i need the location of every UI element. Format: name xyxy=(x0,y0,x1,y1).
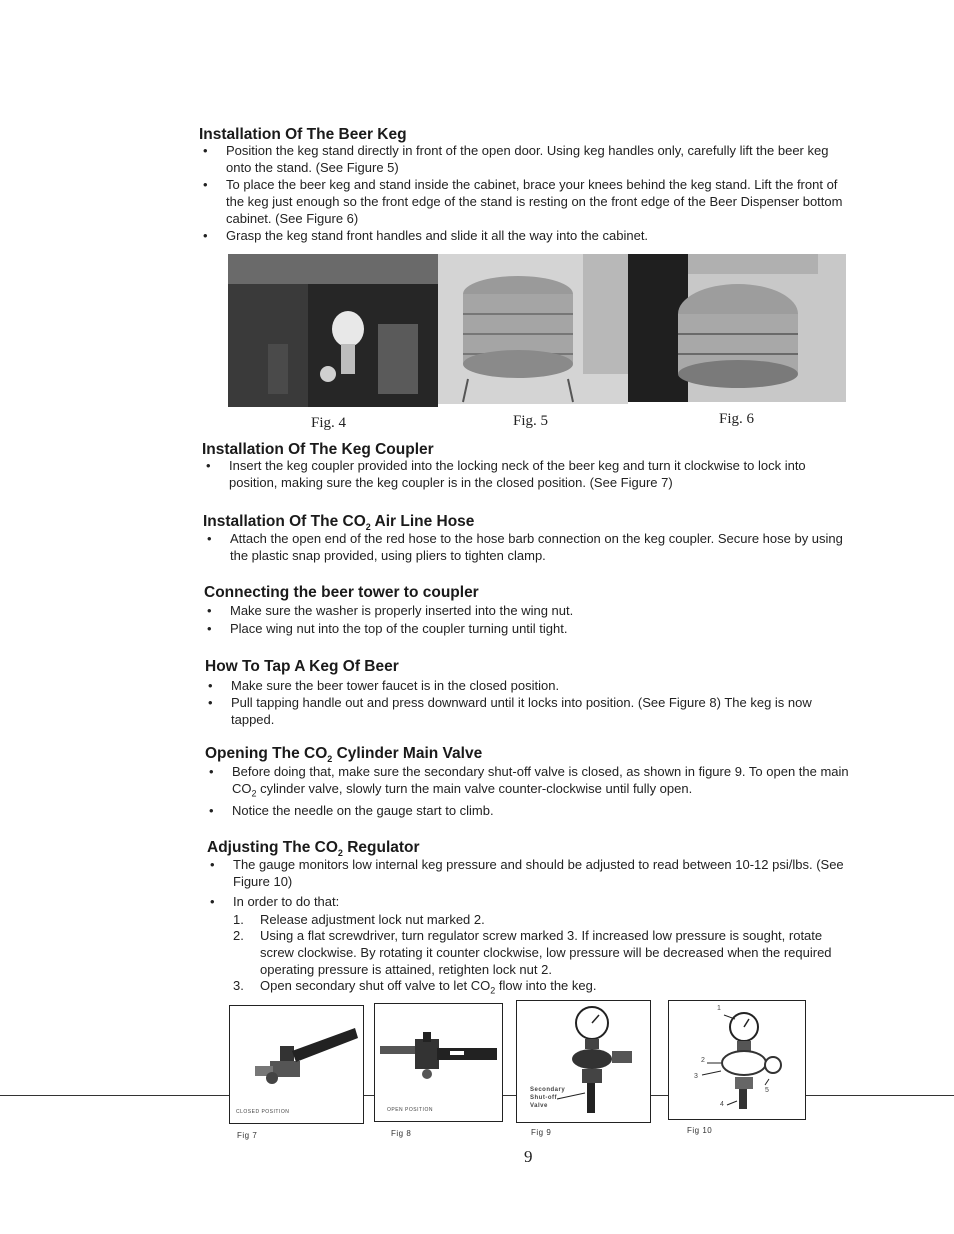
fig10-mark-5: 5 xyxy=(765,1087,770,1094)
fig10-mark-2: 2 xyxy=(701,1057,706,1064)
list-item: • Attach the open end of the red hose to the hose barb connection on the keg coupler. Secure hose by using the plastic snap provided, using pliers to tighten clamp. xyxy=(207,531,843,563)
section-title-main-valve: Opening The $CO_2$ Cylinder Main Valve xyxy=(205,745,483,765)
fig9-diagram xyxy=(516,1000,651,1123)
fig5-photo xyxy=(438,254,628,404)
section-title-co2-hose: Installation Of The $CO_2$ Air Line Hose xyxy=(203,513,475,533)
fig5-caption: Fig. 5 xyxy=(513,413,549,429)
list-item: • Make sure the beer tower faucet is in the closed position. xyxy=(208,678,560,693)
list-item: • Position the keg stand directly in front of the open door. Using keg handles only, carefully lift the beer keg onto the stand. (See Figure 5) xyxy=(203,143,829,175)
list-item: • Grasp the keg stand front handles and slide it all the way into the cabinet. xyxy=(203,228,649,243)
fig10-mark-3: 3 xyxy=(694,1073,699,1080)
fig10-mark-1: 1 xyxy=(717,1005,722,1012)
fig4-caption: Fig. 4 xyxy=(311,415,347,431)
fig10-caption: Fig 10 xyxy=(687,1126,713,1135)
list-item: • The gauge monitors low internal keg pressure and should be adjusted to read between 10-12 psi/lbs. (See Figure 10) xyxy=(210,857,844,889)
list-item: • Insert the keg coupler provided into the locking neck of the beer keg and turn it clockwise to lock into position, making sure the keg coupler is in the closed position. (See Figure 7) xyxy=(206,458,806,490)
list-item: • To place the beer keg and stand inside the cabinet, brace your knees behind the keg stand. Lift the front of the keg just enough so the front edge of the stand is resting on the front edge of the Beer Dispenser bottom cabinet. (See Figure 6) xyxy=(203,177,843,226)
fig9-label-line1: Secondary xyxy=(530,1087,566,1093)
list-item: • Notice the needle on the gauge start to climb. xyxy=(209,803,494,818)
list-item: • Before doing that, make sure the secondary shut-off valve is closed, as shown in figure 9. To open the main $CO_2$ cylinder valve, slowly turn the main valve counter-clockwise until fully open. xyxy=(209,764,849,799)
fig8-label: OPEN POSITION xyxy=(387,1107,433,1113)
page-number: 9 xyxy=(524,1147,533,1166)
fig6-photo xyxy=(628,254,846,402)
list-item: • Pull tapping handle out and press downward until it locks into position. (See Figure 8) The keg is now tapped. xyxy=(208,695,812,727)
section-title-tap-keg: How To Tap A Keg Of Beer xyxy=(205,658,399,675)
fig8-diagram xyxy=(374,1003,503,1122)
fig7-diagram xyxy=(229,1005,364,1124)
section-title-regulator: Adjusting The $CO_2$ Regulator xyxy=(207,839,420,859)
fig10-mark-4: 4 xyxy=(720,1101,725,1108)
section-title-beer-keg: Installation Of The Beer Keg xyxy=(199,126,407,143)
list-item: • In order to do that: xyxy=(210,894,340,909)
fig9-label-line3: Valve xyxy=(530,1103,548,1109)
fig9-label-line2: Shut-off xyxy=(530,1095,557,1101)
step-item: 2. Using a flat screwdriver, turn regulator screw marked 3. If increased low pressure is sought, rotate screw clockwise. By rotating it counter clockwise, low pressure will be decreased when the required operating pressure is attained, retighten lock nut 2. xyxy=(233,928,832,977)
fig7-label: CLOSED POSITION xyxy=(236,1109,290,1115)
section-title-keg-coupler: Installation Of The Keg Coupler xyxy=(202,441,434,458)
fig8-caption: Fig 8 xyxy=(391,1129,412,1138)
section-title-beer-tower: Connecting the beer tower to coupler xyxy=(204,584,479,601)
step-item: 3. Open secondary shut off valve to let $CO_2$ flow into the keg. xyxy=(233,978,597,996)
step-item: 1. Release adjustment lock nut marked 2. xyxy=(233,912,485,927)
fig4-photo xyxy=(228,254,438,407)
fig9-caption: Fig 9 xyxy=(531,1128,552,1137)
list-item: • Make sure the washer is properly inserted into the wing nut. xyxy=(207,603,574,618)
list-item: • Place wing nut into the top of the coupler turning until tight. xyxy=(207,621,568,636)
fig6-caption: Fig. 6 xyxy=(719,411,755,427)
fig7-caption: Fig 7 xyxy=(237,1131,258,1140)
fig10-diagram xyxy=(668,1000,806,1120)
